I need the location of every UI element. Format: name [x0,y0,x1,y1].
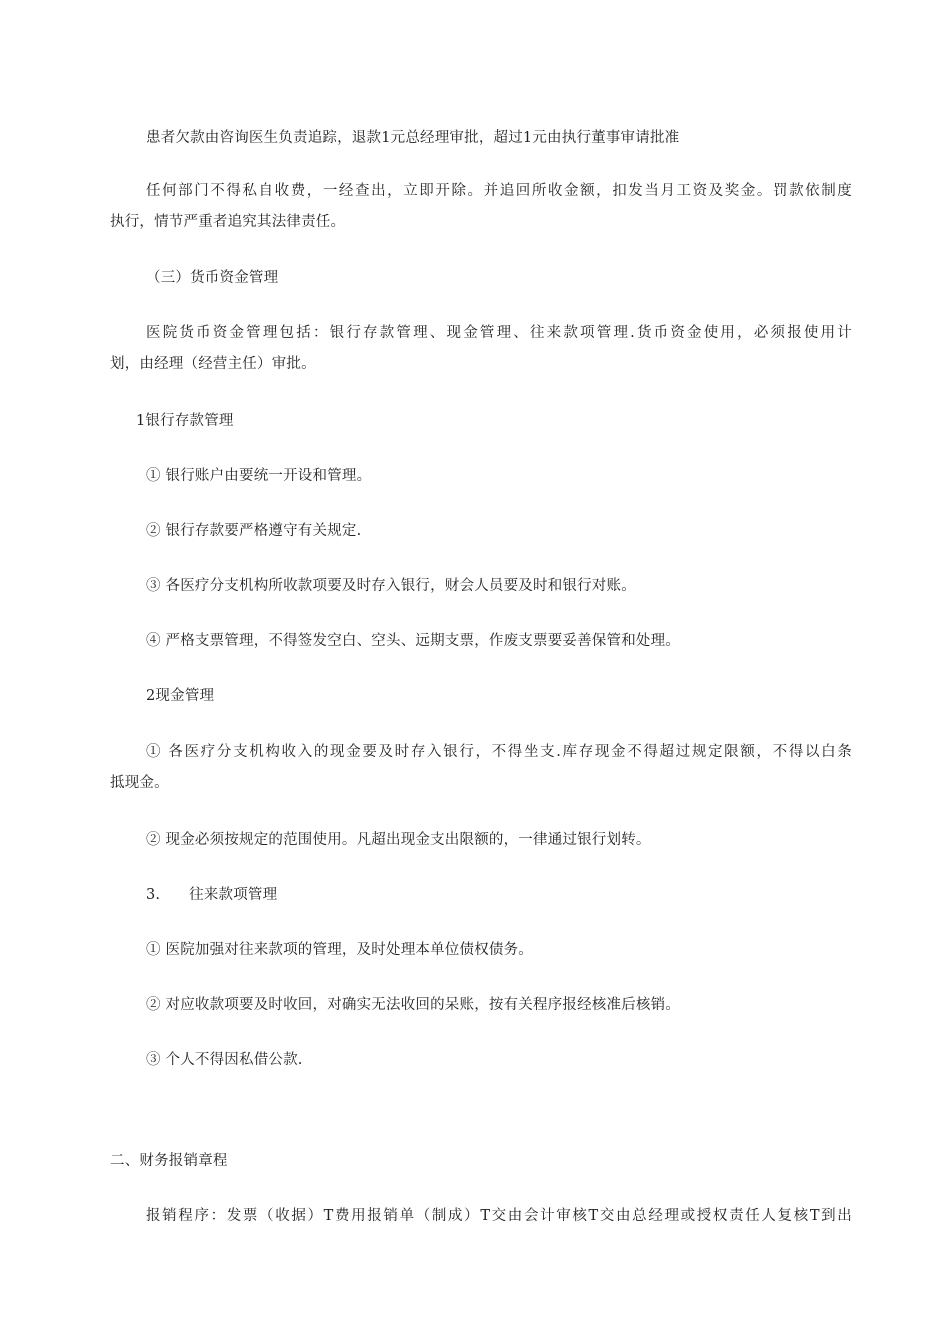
list-item-bank-rules: ② 银行存款要严格遵守有关规定. [146,523,362,539]
list-item-no-private-loans: ③ 个人不得因私借公款. [146,1052,303,1068]
paragraph-no-private-fees-line2: 执行，情节严重者追究其法律责任。 [110,214,346,230]
list-item-cash-deposit-line1: ① 各医疗分支机构收入的现金要及时存入银行，不得坐支.库存现金不得超过规定限额，不得以白条 [146,744,852,760]
paragraph-monetary-funds-line1: 医院货币资金管理包括：银行存款管理、现金管理、往来款项管理.货币资金使用，必须报使用计 [146,325,852,341]
subheading-receivables: 3. 往来款项管理 [146,887,278,903]
paragraph-patient-arrears: 患者欠款由咨询医生负责追踪，退款1元总经理审批，超过1元由执行董事审请批准 [146,130,680,146]
list-item-receivables-management: ① 医院加强对往来款项的管理，及时处理本单位债权债务。 [146,942,534,958]
list-item-deposit-reconcile: ③ 各医疗分支机构所收款项要及时存入银行，财会人员要及时和银行对账。 [146,578,636,594]
list-item-cheque-management: ④ 严格支票管理，不得签发空白、空头、远期支票，作废支票要妥善保管和处理。 [146,633,681,649]
paragraph-no-private-fees-line1: 任何部门不得私自收费，一经查出，立即开除。并追回所收金额，扣发当月工资及奖金。罚款依制度 [146,183,852,199]
list-item-collect-receivables: ② 对应收款项要及时收回，对确实无法收回的呆账，按有关程序报经核准后核销。 [146,997,681,1013]
subheading-cash-management: 2现金管理 [146,688,215,704]
list-item-bank-account: ① 银行账户由要统一开设和管理。 [146,468,372,484]
heading-reimbursement-rules: 二、财务报销章程 [110,1153,228,1169]
paragraph-monetary-funds-line2: 划，由经理（经营主任）审批。 [110,356,316,372]
heading-monetary-funds: （三）货币资金管理 [146,270,279,286]
subheading-bank-deposit: 1银行存款管理 [136,413,234,429]
list-item-cash-deposit-line2: 抵现金。 [110,775,169,791]
list-item-cash-scope: ② 现金必须按规定的范围使用。凡超出现金支出限额的，一律通过银行划转。 [146,832,651,848]
paragraph-reimbursement-procedure: 报销程序：发票（收据）T费用报销单（制成）T交由会计审核T交由总经理或授权责任人复核T到出 [146,1208,852,1224]
